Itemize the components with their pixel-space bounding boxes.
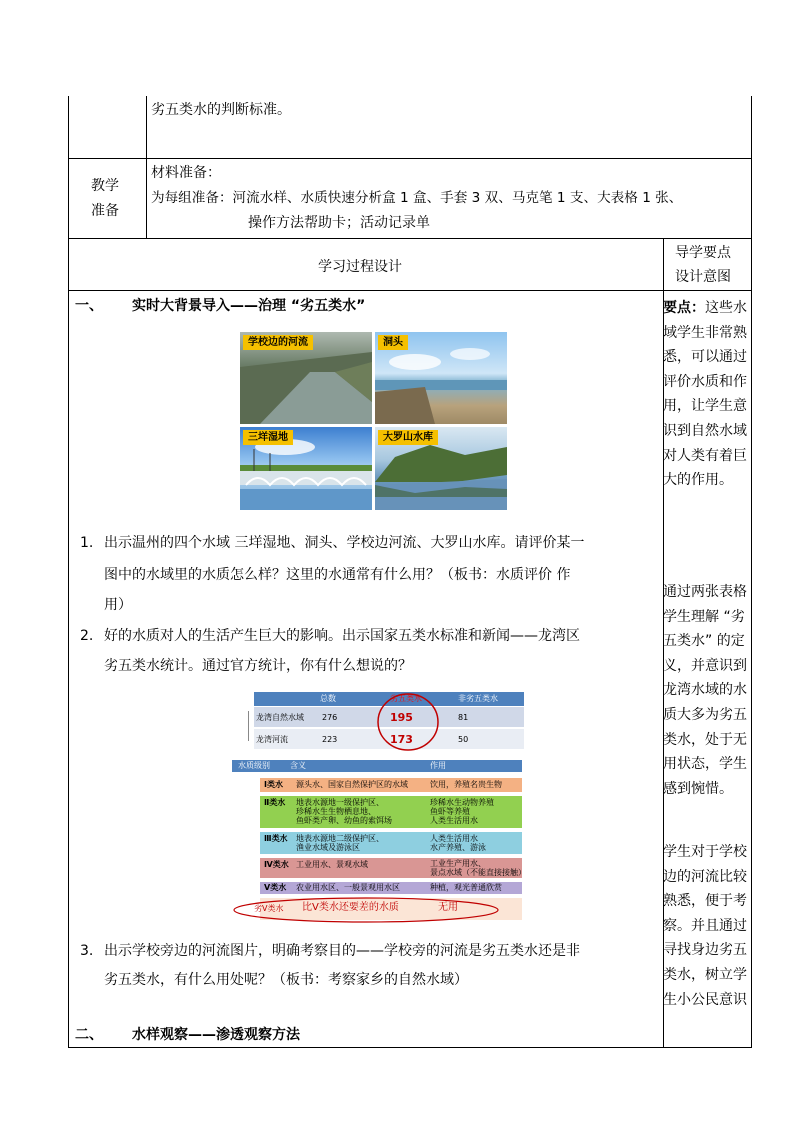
wq-use-2c: 人类生活用水 <box>430 816 478 825</box>
section1-number: 一、 <box>75 298 103 314</box>
red-circle-highlight <box>230 692 528 752</box>
photo-dongtou <box>375 332 507 424</box>
wq-use-4b: 景点水域（不能直接接触） <box>430 868 526 877</box>
wq-grade-1: Ⅰ类水 <box>264 780 283 789</box>
longwan-stats-table <box>230 692 528 752</box>
section1-title: 实时大背景导入——治理 “劣五类水” <box>132 298 366 314</box>
wq-use-3a: 人类生活用水 <box>430 834 478 843</box>
wq-meaning-6: 比Ⅴ类水还要差的水质 <box>302 902 399 913</box>
red-oval-highlight <box>232 760 526 924</box>
side-note-2-line: 感到惋惜。 <box>663 780 733 797</box>
wq-use-4a: 工业生产用水、 <box>430 859 486 868</box>
wq-meaning-2a: 地表水源地一级保护区、 <box>296 798 384 807</box>
item1-line3: 用） <box>104 597 132 613</box>
section2-title: 水样观察——渗透观察方法 <box>132 1027 300 1043</box>
side-note-2-line: 用状态，学生 <box>663 756 747 773</box>
side-note-3-line: 学生对于学校 <box>663 844 747 860</box>
wq-meaning-1: 源头水、国家自然保护区的水域 <box>296 780 408 789</box>
side-heading-line1: 导学要点 <box>675 245 731 261</box>
item1-number: 1. <box>80 535 94 551</box>
item2-line1: 好的水质对人的生活产生巨大的影响。出示国家五类水标准和新闻——龙湾区 <box>104 628 580 644</box>
side-note-2-line: 类水，处于无 <box>663 731 747 748</box>
wq-use-2b: 鱼虾等养殖 <box>430 807 470 816</box>
item2-line2: 劣五类水统计。通过官方统计，你有什么想说的？ <box>104 658 412 674</box>
wq-meaning-4: 工业用水、景观水域 <box>296 860 368 869</box>
photo-school-river <box>240 332 372 424</box>
stats-header-good: 非劣五类水 <box>458 694 498 703</box>
side-note-1-line: 域学生非常熟 <box>663 324 747 341</box>
wq-meaning-2b: 珍稀水生生物栖息地、 <box>296 807 376 816</box>
stats-row1-total: 276 <box>322 713 338 722</box>
item1-line1: 出示温州的四个水域 三垟湿地、洞头、学校边河流、大罗山水库。请评价某一 <box>104 535 585 551</box>
side-note-1-line: 这些水 <box>705 300 747 316</box>
stats-row2-name: 龙湾河流 <box>256 735 288 744</box>
stats-header-bad: 劣五类水 <box>390 694 422 703</box>
item1-line2: 图中的水域里的水质怎么样？这里的水通常有什么用？（板书：水质评价 作 <box>104 567 571 583</box>
side-note-3 <box>663 840 751 1012</box>
wq-use-2a: 珍稀水生动物养殖 <box>430 798 494 807</box>
wq-header-grade: 水质级别 <box>238 761 270 770</box>
side-note-2 <box>663 580 751 801</box>
side-heading-line2: 设计意图 <box>675 269 731 285</box>
water-quality-table <box>232 760 526 924</box>
section2-number: 二、 <box>75 1027 103 1043</box>
water-photo-grid <box>240 332 507 510</box>
side-note-1-line: 大的作用。 <box>663 472 733 489</box>
row-divider-1 <box>68 158 752 159</box>
wq-meaning-3b: 渔业水域及游泳区 <box>296 843 360 852</box>
wq-meaning-5: 农业用水区、一般景观用水区 <box>296 883 400 892</box>
side-note-2-line: 义，并意识到 <box>663 657 747 674</box>
stats-row1-name: 龙湾自然水域 <box>256 713 304 722</box>
wq-grade-6: 劣Ⅴ类水 <box>254 904 284 913</box>
stats-row1-good: 81 <box>458 713 469 722</box>
prep-line3: 操作方法帮助卡；活动记录单 <box>248 215 430 231</box>
side-note-1-line: 识到自然水域 <box>663 422 747 439</box>
side-note-1-line: 对人类有着巨 <box>663 447 747 464</box>
wq-grade-5: Ⅴ类水 <box>264 883 287 892</box>
item3-line1: 出示学校旁边的河流图片，明确考察目的——学校旁的河流是劣五类水还是非 <box>104 943 580 959</box>
table-border-bottom <box>68 1047 752 1048</box>
prep-label-line2: 准备 <box>91 203 119 219</box>
side-note-3-line: 边的河流比较 <box>663 868 747 885</box>
photo-daluoshan-reservoir <box>375 427 507 510</box>
prep-label-line1: 教学 <box>91 178 119 194</box>
stats-row2-total: 223 <box>322 735 338 744</box>
stats-header-total: 总数 <box>320 694 336 703</box>
side-note-3-line: 熟悉，便于考 <box>663 893 747 910</box>
wq-meaning-2c: 鱼虾类产卵、幼鱼的索饵场 <box>296 816 392 825</box>
standard-text: 劣五类水的判断标准。 <box>151 102 291 118</box>
side-note-3-line: 察。并且通过 <box>663 917 747 934</box>
wq-use-3b: 水产养殖、游泳 <box>430 843 486 852</box>
side-note-1-line: 评价水质和作 <box>663 373 747 390</box>
stats-row2-bad: 173 <box>390 733 413 746</box>
wq-grade-3: Ⅲ类水 <box>264 834 288 843</box>
wq-use-1: 饮用，养殖名贵生物 <box>430 780 502 789</box>
photo-label: 学校边的河流 <box>243 335 313 350</box>
wq-header-meaning: 含义 <box>290 761 306 770</box>
wq-grade-2: Ⅱ类水 <box>264 798 286 807</box>
side-note-3-line: 寻找身边劣五 <box>663 942 747 959</box>
item3-line2: 劣五类水，有什么用处呢？（板书：考察家乡的自然水域） <box>104 972 468 988</box>
label-column-divider <box>146 96 147 238</box>
photo-label: 洞头 <box>378 335 408 350</box>
photo-label: 三垟湿地 <box>243 430 293 445</box>
wq-header-use: 作用 <box>430 761 446 770</box>
photo-label: 大罗山水库 <box>378 430 438 445</box>
side-note-1 <box>663 296 751 493</box>
photo-sanyang-wetland <box>240 427 372 510</box>
wq-use-6: 无用 <box>438 902 458 913</box>
side-note-1-line: 用，让学生意 <box>663 398 747 415</box>
stats-row1-bad: 195 <box>390 711 413 724</box>
side-note-2-line: 学生理解 “劣 <box>663 608 745 625</box>
item3-number: 3. <box>80 943 94 959</box>
prep-line2: 为每组准备：河流水样、水质快速分析盒 1 盒、手套 3 双、马克笔 1 支、大表格 1 张、 <box>151 190 683 206</box>
side-note-3-line: 类水，树立学 <box>663 966 747 983</box>
wq-use-5: 种植，观光普通欣赏 <box>430 883 502 892</box>
wq-grade-4: Ⅳ类水 <box>264 860 289 869</box>
prep-line1: 材料准备： <box>151 165 221 181</box>
side-note-3-line: 生小公民意识 <box>663 991 747 1008</box>
item2-number: 2. <box>80 628 94 644</box>
row-divider-2 <box>68 238 752 239</box>
side-note-2-line: 质大多为劣五 <box>663 706 747 723</box>
wq-meaning-3a: 地表水源地二级保护区、 <box>296 834 384 843</box>
side-note-1-line: 悉，可以通过 <box>663 349 747 366</box>
stats-row2-good: 50 <box>458 735 469 744</box>
side-note-2-line: 五类水” 的定 <box>663 633 745 650</box>
side-note-1-bold: 要点： <box>663 300 705 316</box>
process-design-heading: 学习过程设计 <box>318 259 402 275</box>
side-note-2-line: 通过两张表格 <box>663 584 747 600</box>
side-note-2-line: 龙湾水域的水 <box>663 682 747 699</box>
row-divider-3 <box>68 290 752 291</box>
